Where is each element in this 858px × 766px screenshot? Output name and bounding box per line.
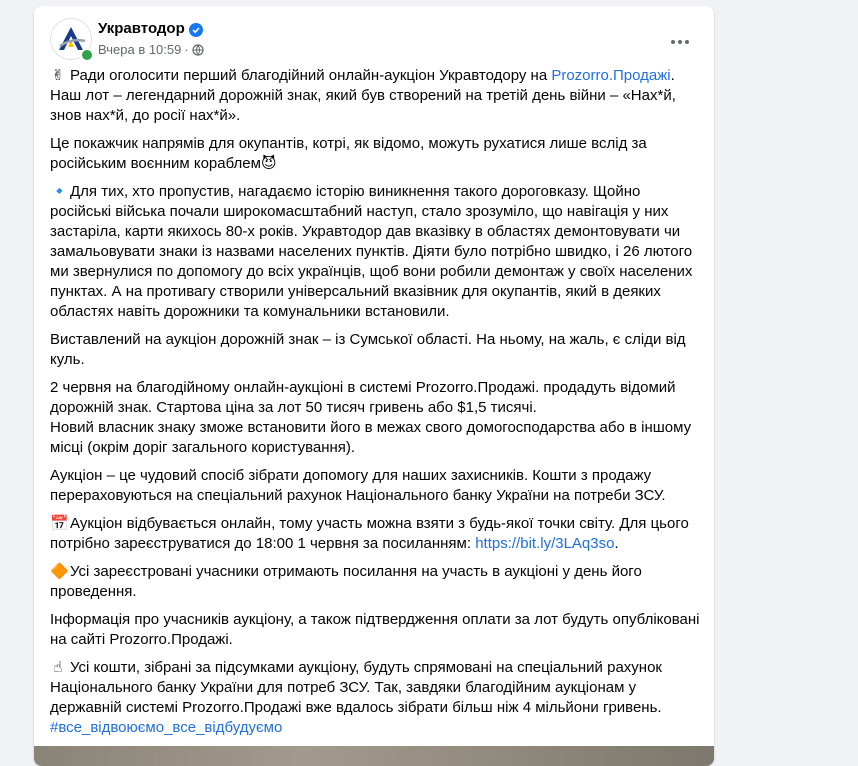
globe-icon <box>192 44 204 56</box>
verified-badge-icon <box>189 23 203 37</box>
paragraph-funds: Аукціон – це чудовий спосіб зібрати допомогу для наших захисників. Кошти з продажу перераховуються на спеціальний рахунок Національного банку України на потреби ЗСУ. <box>50 467 666 504</box>
victory-hand-icon: ✌ <box>51 67 65 84</box>
prozorro-link[interactable]: Prozorro.Продажі <box>551 67 671 84</box>
post-meta <box>98 42 204 57</box>
page-name-row <box>98 20 203 37</box>
hashtag-link[interactable]: #все_відвоюємо_все_відбудуємо <box>50 719 283 736</box>
paragraph-summary: ☝ Усі кошти, зібрані за підсумками аукціону, будуть спрямовані на спеціальний рахунок Національного банку України для потреб ЗСУ. Так, завдяки благодійним аукціонам у державній системі Prozorro.Продажі вже вдалось зібрати більш ніж 4 мільйони гривень. #все_відвоюємо_все_відбудуємо <box>50 659 662 736</box>
post-timestamp[interactable]: Вчера в 10:59 <box>98 42 182 57</box>
pointing-up-icon: ☝ <box>53 659 63 676</box>
calendar-icon: 📅 <box>50 515 69 532</box>
paragraph-direction: Це покажчик напрямів для окупантів, котрі, як відомо, можуть рухатися лише вслід за російським воєнним кораблем😈 <box>50 135 647 172</box>
paragraph-participants: 🔶Усі зареєстровані учасники отримають посилання на участь в аукціоні у день його проведення. <box>50 563 642 600</box>
post-card <box>34 6 714 766</box>
blue-diamond-icon: 🔹 <box>50 183 69 200</box>
online-status-dot <box>80 48 94 62</box>
paragraph-auction-details: 2 червня на благодійному онлайн-аукціоні в системі Prozorro.Продажі. продадуть відомий дорожній знак. Стартова ціна за лот 50 тисяч гривень або $1,5 тисячі. Новий власник знаку зможе встановити його в межах свого домогосподарства або в іншому місці (окрім доріг загального користування). <box>50 379 692 456</box>
more-options-icon <box>671 40 675 44</box>
devil-face-icon: 😈 <box>260 155 277 172</box>
post-header <box>50 18 698 62</box>
paragraph-history: 🔹Для тих, хто пропустив, нагадаємо історію виникнення такого дороговказу. Щойно російські війська почали широкомасштабний наступ, стало зрозуміло, що навігація у них застаріла, карти якихось 80-х років. Укравтодор дав вказівку в областях демонтовувати чи замальовувати знаки із назвами населених пунктів. Діяти було потрібно швидко, і 26 лютого ми звернулися по допомогу до всіх українців, щоб вони робили демонтаж у своїх населених пунктах. А на противагу створили універсальний вказівник для окупантів, який в деяких областях навіть дорожники та комунальники встановили. <box>50 183 693 320</box>
paragraph-registration: 📅Аукціон відбувається онлайн, тому участь можна взяти з будь-якої точки світу. Для цього потрібно зареєструватися до 18:00 1 червня за посиланням: https://bit.ly/3LAq3so. <box>50 515 689 552</box>
registration-link[interactable]: https://bit.ly/3LAq3so <box>475 535 615 552</box>
paragraph-sign-origin: Виставлений на аукціон дорожній знак – із Сумської області. На ньому, на жаль, є сліди від куль. <box>50 331 686 368</box>
paragraph-publication: Інформація про учасників аукціону, а також підтвердження оплати за лот будуть опубліковані на сайті Prozorro.Продажі. <box>50 611 700 648</box>
meta-separator: · <box>184 42 189 57</box>
post-body <box>50 66 700 746</box>
paragraph-intro: ✌ Ради оголосити перший благодійний онлайн-аукціон Укравтодору на Prozorro.Продажі. Наш лот – легендарний дорожній знак, який був створений на третій день війни – «Нах*й, знов нах*й, до росії нах*й». <box>50 67 676 124</box>
more-options-button[interactable] <box>662 24 698 60</box>
post-image[interactable] <box>34 746 714 766</box>
page-name[interactable]: Укравтодор <box>98 20 185 37</box>
orange-diamond-icon: 🔶 <box>50 563 69 580</box>
